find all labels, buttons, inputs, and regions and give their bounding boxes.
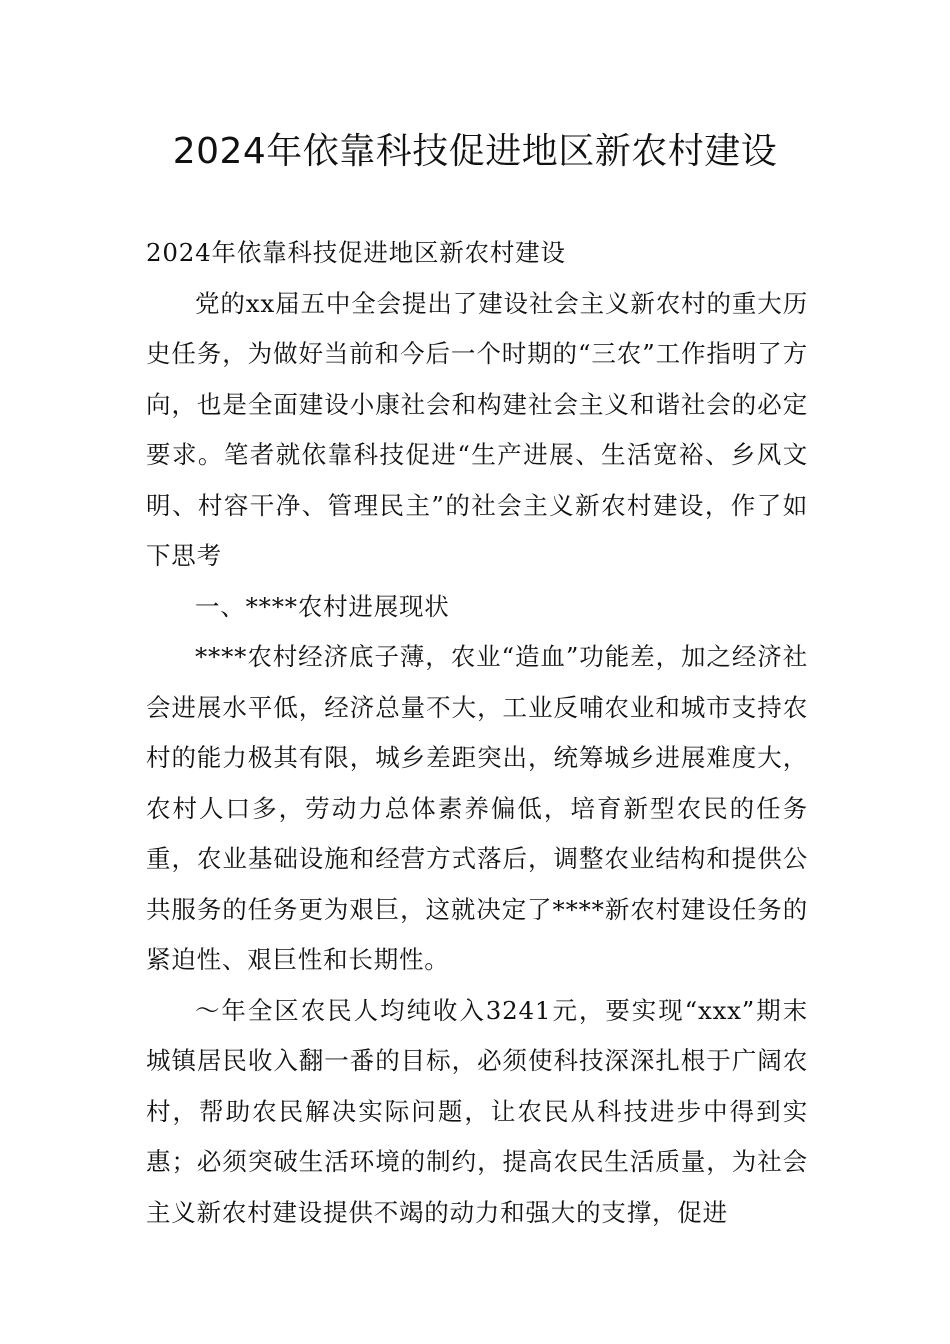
paragraph-status: ****农村经济底子薄，农业“造血”功能差，加之经济社会进展水平低，经济总量不大，工业反哺农业和城市支持农村的能力极其有限，城乡差距突出，统筹城乡进展难度大，农村人口多，劳动力总体素养偏低，培育新型农民的任务重，农业基础设施和经营方式落后，调整农业结构和提供公共服务的任务更为艰巨，这就决定了****新农村建设任务的紧迫性、艰巨性和长期性。 <box>146 642 808 974</box>
paragraph-income: ～年全区农民人均纯收入3241元，要实现“xxx”期末城镇居民收入翻一番的目标，必须使科技深深扎根于广阔农村，帮助农民解决实际问题，让农民从科技进步中得到实惠；必须突破生活环境的制约，提高农民生活质量，为社会主义新农村建设提供不竭的动力和强大的支撑，促进 <box>146 995 808 1227</box>
document-body <box>146 228 808 1238</box>
section-heading: 一、****农村进展现状 <box>195 591 450 621</box>
paragraph-intro: 党的xx届五中全会提出了建设社会主义新农村的重大历史任务，为做好当前和今后一个时期的“三农”工作指明了方向，也是全面建设小康社会和构建社会主义和谐社会的必定要求。笔者就依靠科技促进“生产进展、生活宽裕、乡风文明、村容干净、管理民主”的社会主义新农村建设，作了如下思考 <box>146 288 808 570</box>
document-title: 2024年依靠科技促进地区新农村建设 <box>172 131 778 172</box>
document-subtitle: 2024年依靠科技促进地区新农村建设 <box>146 238 566 267</box>
